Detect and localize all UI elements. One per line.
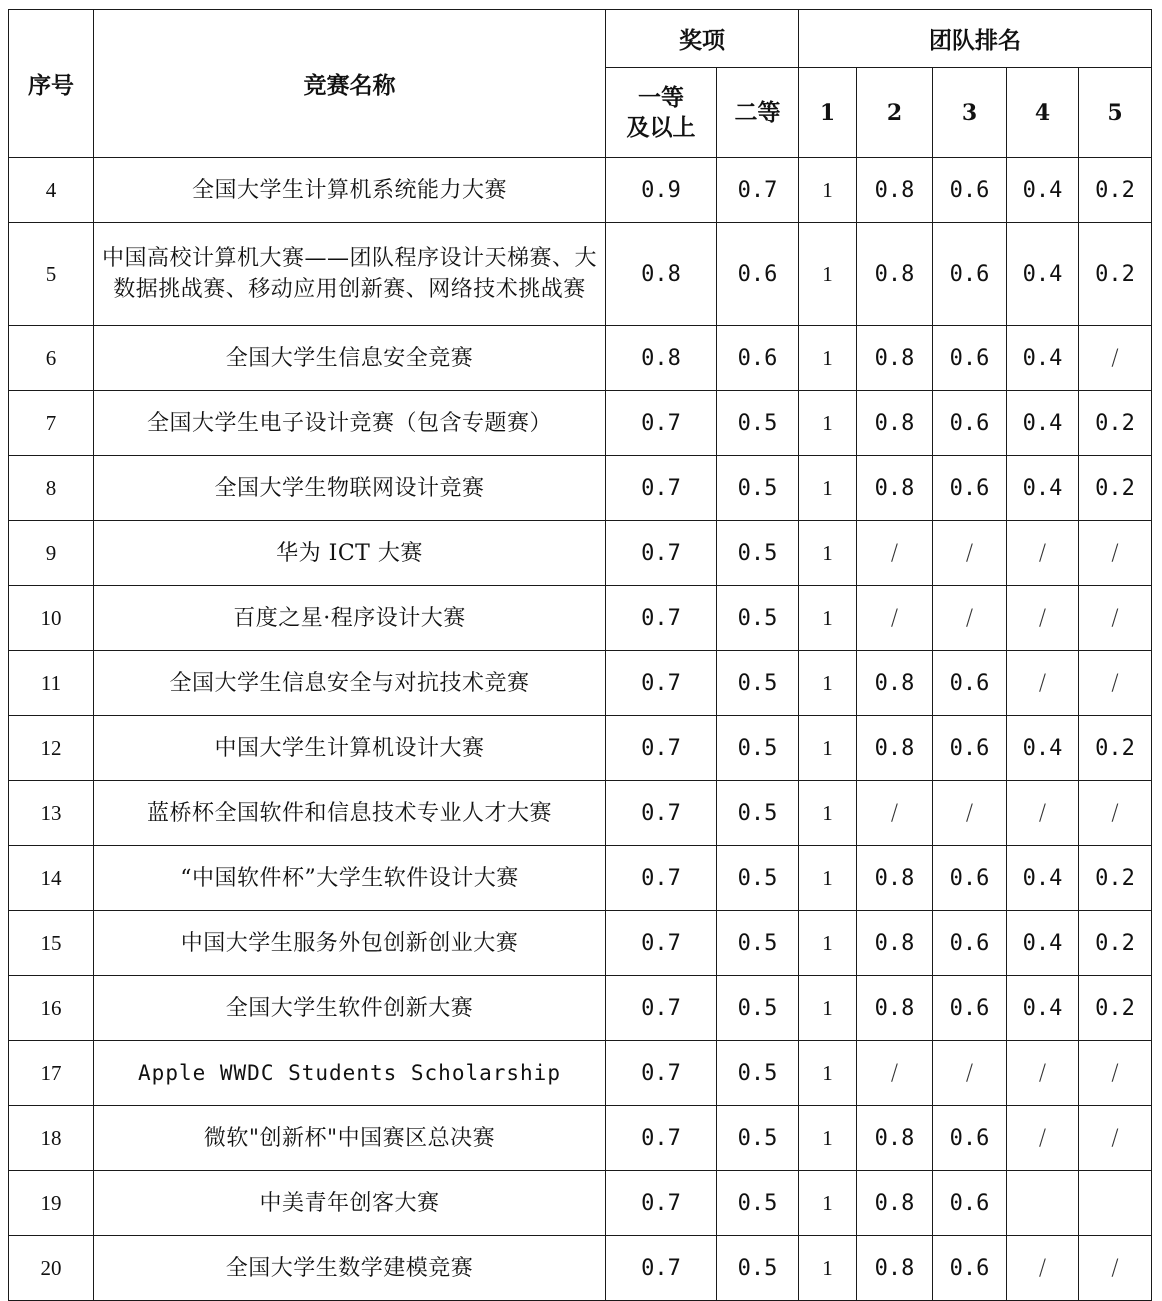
row-award-first: 0.9 xyxy=(606,158,717,223)
row-rank-5: / xyxy=(1079,521,1152,586)
row-rank-1: 1 xyxy=(799,781,857,846)
row-rank-1: 1 xyxy=(799,158,857,223)
table-header xyxy=(9,10,1152,158)
row-rank-1: 1 xyxy=(799,651,857,716)
row-rank-1: 1 xyxy=(799,1106,857,1171)
row-rank-5: / xyxy=(1079,586,1152,651)
row-rank-2: 0.8 xyxy=(857,456,933,521)
row-rank-2: / xyxy=(857,781,933,846)
row-rank-3: 0.6 xyxy=(933,391,1007,456)
row-rank-1: 1 xyxy=(799,1236,857,1301)
row-rank-4: / xyxy=(1007,781,1079,846)
row-award-first: 0.7 xyxy=(606,781,717,846)
row-seq: 17 xyxy=(9,1041,94,1106)
table-row xyxy=(9,1041,1152,1106)
table-row xyxy=(9,158,1152,223)
row-seq: 9 xyxy=(9,521,94,586)
row-rank-2: 0.8 xyxy=(857,1236,933,1301)
row-rank-5: / xyxy=(1079,1041,1152,1106)
row-rank-4 xyxy=(1007,1171,1079,1236)
row-award-first: 0.7 xyxy=(606,976,717,1041)
row-rank-2: 0.8 xyxy=(857,716,933,781)
row-rank-1: 1 xyxy=(799,1041,857,1106)
row-rank-3: 0.6 xyxy=(933,1106,1007,1171)
row-rank-4: 0.4 xyxy=(1007,716,1079,781)
row-rank-1: 1 xyxy=(799,223,857,326)
row-rank-2: 0.8 xyxy=(857,846,933,911)
row-rank-5: 0.2 xyxy=(1079,456,1152,521)
row-award-second: 0.5 xyxy=(717,716,799,781)
row-rank-1: 1 xyxy=(799,1171,857,1236)
table-row xyxy=(9,1171,1152,1236)
row-rank-5: / xyxy=(1079,1106,1152,1171)
row-rank-1: 1 xyxy=(799,976,857,1041)
row-seq: 18 xyxy=(9,1106,94,1171)
row-rank-2: 0.8 xyxy=(857,223,933,326)
row-rank-3: / xyxy=(933,1041,1007,1106)
row-seq: 4 xyxy=(9,158,94,223)
header-award-group: 奖项 xyxy=(606,10,799,68)
row-award-first: 0.7 xyxy=(606,1171,717,1236)
row-competition-name: 全国大学生物联网设计竞赛 xyxy=(94,456,606,521)
row-competition-name: 微软"创新杯"中国赛区总决赛 xyxy=(94,1106,606,1171)
row-rank-3: 0.6 xyxy=(933,716,1007,781)
row-rank-2: / xyxy=(857,521,933,586)
row-rank-5: / xyxy=(1079,651,1152,716)
row-rank-4: / xyxy=(1007,586,1079,651)
row-rank-1: 1 xyxy=(799,326,857,391)
row-award-first: 0.7 xyxy=(606,1236,717,1301)
row-competition-name: 全国大学生软件创新大赛 xyxy=(94,976,606,1041)
table-row xyxy=(9,651,1152,716)
row-rank-4: 0.4 xyxy=(1007,846,1079,911)
row-seq: 14 xyxy=(9,846,94,911)
row-rank-4: 0.4 xyxy=(1007,158,1079,223)
row-rank-2: 0.8 xyxy=(857,911,933,976)
row-seq: 6 xyxy=(9,326,94,391)
row-rank-2: 0.8 xyxy=(857,391,933,456)
row-rank-3: / xyxy=(933,521,1007,586)
row-award-first: 0.7 xyxy=(606,521,717,586)
row-seq: 11 xyxy=(9,651,94,716)
row-competition-name: 全国大学生计算机系统能力大赛 xyxy=(94,158,606,223)
row-rank-3: / xyxy=(933,586,1007,651)
row-award-second: 0.5 xyxy=(717,1236,799,1301)
row-rank-4: / xyxy=(1007,1236,1079,1301)
row-rank-4: 0.4 xyxy=(1007,456,1079,521)
table-row xyxy=(9,1106,1152,1171)
row-award-first: 0.7 xyxy=(606,456,717,521)
row-competition-name: 全国大学生电子设计竞赛（包含专题赛） xyxy=(94,391,606,456)
row-seq: 20 xyxy=(9,1236,94,1301)
row-rank-3: 0.6 xyxy=(933,158,1007,223)
row-rank-2: 0.8 xyxy=(857,1171,933,1236)
row-seq: 16 xyxy=(9,976,94,1041)
row-seq: 12 xyxy=(9,716,94,781)
table-row xyxy=(9,976,1152,1041)
row-rank-3: 0.6 xyxy=(933,223,1007,326)
row-rank-5: 0.2 xyxy=(1079,846,1152,911)
table-row xyxy=(9,781,1152,846)
row-rank-4: / xyxy=(1007,1041,1079,1106)
row-award-first: 0.7 xyxy=(606,1106,717,1171)
row-seq: 15 xyxy=(9,911,94,976)
row-rank-5: / xyxy=(1079,326,1152,391)
row-rank-4: / xyxy=(1007,651,1079,716)
row-rank-4: / xyxy=(1007,521,1079,586)
row-competition-name: 中美青年创客大赛 xyxy=(94,1171,606,1236)
row-competition-name: Apple WWDC Students Scholarship xyxy=(94,1041,606,1106)
row-rank-3: 0.6 xyxy=(933,1236,1007,1301)
header-competition-name: 竞赛名称 xyxy=(94,10,606,158)
row-award-second: 0.7 xyxy=(717,158,799,223)
row-award-second: 0.5 xyxy=(717,1171,799,1236)
row-rank-1: 1 xyxy=(799,586,857,651)
row-rank-5: 0.2 xyxy=(1079,391,1152,456)
row-seq: 8 xyxy=(9,456,94,521)
header-rank-5: 5 xyxy=(1079,68,1152,158)
row-seq: 13 xyxy=(9,781,94,846)
row-competition-name: 中国高校计算机大赛——团队程序设计天梯赛、大数据挑战赛、移动应用创新赛、网络技术挑战赛 xyxy=(94,223,606,326)
row-award-first: 0.7 xyxy=(606,716,717,781)
row-award-first: 0.7 xyxy=(606,651,717,716)
row-rank-3: 0.6 xyxy=(933,456,1007,521)
row-rank-2: / xyxy=(857,1041,933,1106)
row-rank-2: 0.8 xyxy=(857,326,933,391)
row-competition-name: 百度之星·程序设计大赛 xyxy=(94,586,606,651)
row-rank-3: 0.6 xyxy=(933,846,1007,911)
competition-score-table xyxy=(8,9,1152,1301)
row-award-first: 0.8 xyxy=(606,326,717,391)
row-award-first: 0.7 xyxy=(606,1041,717,1106)
row-competition-name: 中国大学生服务外包创新创业大赛 xyxy=(94,911,606,976)
row-award-second: 0.5 xyxy=(717,651,799,716)
row-award-second: 0.5 xyxy=(717,911,799,976)
row-award-first: 0.7 xyxy=(606,846,717,911)
row-rank-3: 0.6 xyxy=(933,976,1007,1041)
row-rank-4: 0.4 xyxy=(1007,223,1079,326)
row-award-second: 0.5 xyxy=(717,391,799,456)
row-award-first: 0.8 xyxy=(606,223,717,326)
row-award-second: 0.5 xyxy=(717,521,799,586)
row-rank-1: 1 xyxy=(799,846,857,911)
table-row xyxy=(9,846,1152,911)
row-award-first: 0.7 xyxy=(606,391,717,456)
row-award-second: 0.5 xyxy=(717,976,799,1041)
row-rank-4: 0.4 xyxy=(1007,391,1079,456)
row-competition-name: 全国大学生信息安全竞赛 xyxy=(94,326,606,391)
row-award-second: 0.5 xyxy=(717,586,799,651)
header-award-first: 一等 及以上 xyxy=(606,68,717,158)
row-rank-1: 1 xyxy=(799,716,857,781)
row-rank-5: 0.2 xyxy=(1079,223,1152,326)
row-rank-3: 0.6 xyxy=(933,1171,1007,1236)
row-seq: 19 xyxy=(9,1171,94,1236)
row-award-second: 0.6 xyxy=(717,326,799,391)
row-rank-2: 0.8 xyxy=(857,158,933,223)
row-seq: 10 xyxy=(9,586,94,651)
row-award-first: 0.7 xyxy=(606,586,717,651)
row-award-second: 0.5 xyxy=(717,781,799,846)
table-row xyxy=(9,521,1152,586)
header-rank-3: 3 xyxy=(933,68,1007,158)
row-rank-2: 0.8 xyxy=(857,976,933,1041)
row-competition-name: 全国大学生数学建模竞赛 xyxy=(94,1236,606,1301)
row-seq: 5 xyxy=(9,223,94,326)
table-row xyxy=(9,223,1152,326)
row-competition-name: 华为 ICT 大赛 xyxy=(94,521,606,586)
table-body xyxy=(9,158,1152,1301)
header-team-rank-group: 团队排名 xyxy=(799,10,1152,68)
row-rank-4: / xyxy=(1007,1106,1079,1171)
row-award-second: 0.5 xyxy=(717,1106,799,1171)
row-rank-5 xyxy=(1079,1171,1152,1236)
row-rank-1: 1 xyxy=(799,391,857,456)
row-rank-2: / xyxy=(857,586,933,651)
row-rank-3: / xyxy=(933,781,1007,846)
row-rank-5: 0.2 xyxy=(1079,716,1152,781)
row-award-second: 0.5 xyxy=(717,456,799,521)
header-rank-1: 1 xyxy=(799,68,857,158)
row-rank-1: 1 xyxy=(799,456,857,521)
row-rank-2: 0.8 xyxy=(857,1106,933,1171)
row-rank-3: 0.6 xyxy=(933,651,1007,716)
header-rank-4: 4 xyxy=(1007,68,1079,158)
table-row xyxy=(9,391,1152,456)
table-row xyxy=(9,326,1152,391)
row-award-second: 0.6 xyxy=(717,223,799,326)
table-row xyxy=(9,1236,1152,1301)
row-competition-name: 蓝桥杯全国软件和信息技术专业人才大赛 xyxy=(94,781,606,846)
row-competition-name: 全国大学生信息安全与对抗技术竞赛 xyxy=(94,651,606,716)
row-award-second: 0.5 xyxy=(717,1041,799,1106)
table-row xyxy=(9,456,1152,521)
row-competition-name: 中国大学生计算机设计大赛 xyxy=(94,716,606,781)
row-rank-5: 0.2 xyxy=(1079,158,1152,223)
table-row xyxy=(9,911,1152,976)
header-seq: 序号 xyxy=(9,10,94,158)
row-rank-4: 0.4 xyxy=(1007,326,1079,391)
row-rank-3: 0.6 xyxy=(933,911,1007,976)
row-rank-1: 1 xyxy=(799,911,857,976)
row-seq: 7 xyxy=(9,391,94,456)
row-award-second: 0.5 xyxy=(717,846,799,911)
row-rank-3: 0.6 xyxy=(933,326,1007,391)
row-rank-5: 0.2 xyxy=(1079,911,1152,976)
header-award-second: 二等 xyxy=(717,68,799,158)
row-competition-name: “中国软件杯”大学生软件设计大赛 xyxy=(94,846,606,911)
header-rank-2: 2 xyxy=(857,68,933,158)
row-award-first: 0.7 xyxy=(606,911,717,976)
row-rank-2: 0.8 xyxy=(857,651,933,716)
row-rank-5: 0.2 xyxy=(1079,976,1152,1041)
row-rank-5: / xyxy=(1079,1236,1152,1301)
row-rank-5: / xyxy=(1079,781,1152,846)
row-rank-4: 0.4 xyxy=(1007,976,1079,1041)
table-row xyxy=(9,586,1152,651)
table-row xyxy=(9,716,1152,781)
row-rank-4: 0.4 xyxy=(1007,911,1079,976)
row-rank-1: 1 xyxy=(799,521,857,586)
